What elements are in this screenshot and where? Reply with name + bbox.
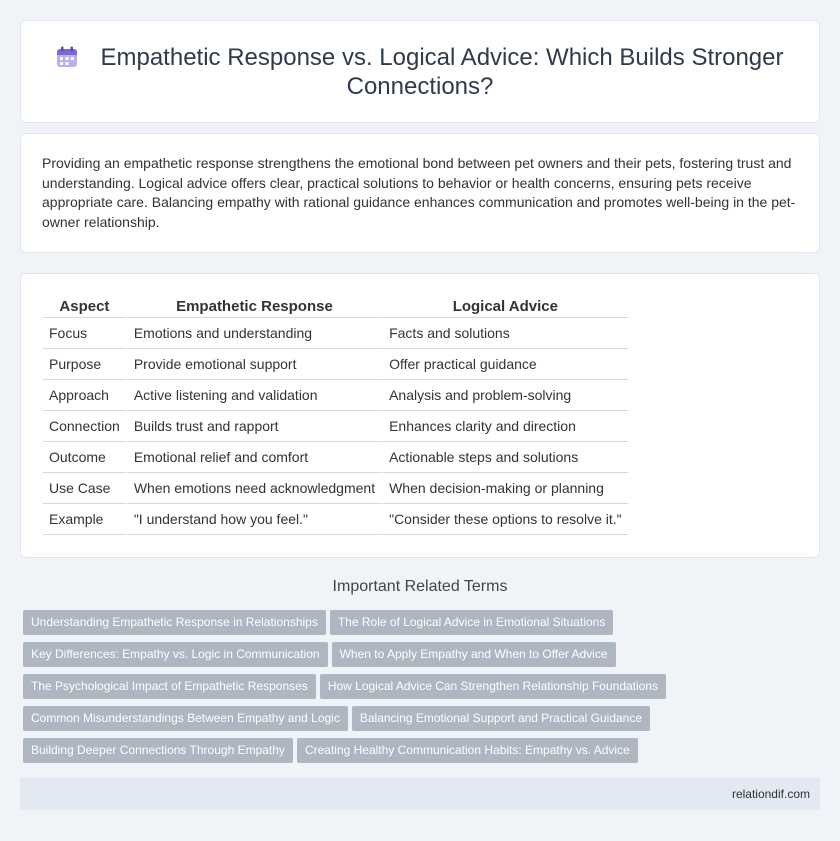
table-cell: Approach bbox=[43, 380, 126, 411]
related-terms-list bbox=[23, 610, 813, 770]
table-row bbox=[43, 504, 628, 535]
footer bbox=[20, 778, 820, 810]
table-cell: Use Case bbox=[43, 473, 126, 504]
calendar-icon bbox=[56, 46, 78, 68]
table-cell: Provide emotional support bbox=[126, 349, 381, 380]
table-cell: Emotions and understanding bbox=[126, 318, 381, 349]
table-cell: Actionable steps and solutions bbox=[381, 442, 628, 473]
column-header-empathetic: Empathetic Response bbox=[126, 296, 381, 318]
table-row bbox=[43, 473, 628, 504]
table-cell: Analysis and problem-solving bbox=[381, 380, 628, 411]
table-row bbox=[43, 380, 628, 411]
table-cell: Emotional relief and comfort bbox=[126, 442, 381, 473]
related-terms-heading: Important Related Terms bbox=[332, 578, 508, 595]
table-cell: "I understand how you feel." bbox=[126, 504, 381, 535]
table-cell: "Consider these options to resolve it." bbox=[381, 504, 628, 535]
table-header-row bbox=[43, 296, 628, 318]
table-cell: Builds trust and rapport bbox=[126, 411, 381, 442]
related-term-link[interactable]: Building Deeper Connections Through Empathy bbox=[23, 738, 293, 763]
table-cell: When emotions need acknowledgment bbox=[126, 473, 381, 504]
column-header-aspect: Aspect bbox=[43, 296, 126, 318]
related-term-link[interactable]: The Role of Logical Advice in Emotional Situations bbox=[330, 610, 614, 635]
header-card bbox=[20, 20, 820, 123]
related-term-link[interactable]: Understanding Empathetic Response in Relationships bbox=[23, 610, 326, 635]
table-cell: Example bbox=[43, 504, 126, 535]
tag-row bbox=[23, 738, 813, 770]
table-cell: Focus bbox=[43, 318, 126, 349]
table-cell: Active listening and validation bbox=[126, 380, 381, 411]
tag-row bbox=[23, 674, 813, 706]
related-term-link[interactable]: Creating Healthy Communication Habits: Empathy vs. Advice bbox=[297, 738, 638, 763]
comparison-card bbox=[20, 273, 820, 558]
related-term-link[interactable]: How Logical Advice Can Strengthen Relationship Foundations bbox=[320, 674, 666, 699]
table-row bbox=[43, 318, 628, 349]
table-cell: Facts and solutions bbox=[381, 318, 628, 349]
related-term-link[interactable]: Key Differences: Empathy vs. Logic in Communication bbox=[23, 642, 328, 667]
page-title-row bbox=[21, 43, 819, 101]
table-row bbox=[43, 411, 628, 442]
table-cell: Purpose bbox=[43, 349, 126, 380]
related-term-link[interactable]: Balancing Emotional Support and Practical Guidance bbox=[352, 706, 650, 731]
footer-site-link[interactable]: relationdif.com bbox=[731, 787, 810, 801]
page-title: Empathetic Response vs. Logical Advice: Which Builds Stronger Connections? bbox=[100, 44, 784, 100]
tag-row bbox=[23, 706, 813, 738]
intro-paragraph: Providing an empathetic response strengthens the emotional bond between pet owners and their pets, fostering trust and understanding. Logical advice offers clear, practical solutions to behavior or health concerns, ensuring pets receive appropriate care. Balancing empathy with rational guidance enhances communication and promotes well-being in the pet-owner relationship. bbox=[42, 155, 796, 230]
table-row bbox=[43, 442, 628, 473]
tag-row bbox=[23, 642, 813, 674]
table-cell: Outcome bbox=[43, 442, 126, 473]
related-term-link[interactable]: When to Apply Empathy and When to Offer Advice bbox=[332, 642, 616, 667]
table-cell: When decision-making or planning bbox=[381, 473, 628, 504]
table-cell: Offer practical guidance bbox=[381, 349, 628, 380]
table-row bbox=[43, 349, 628, 380]
table-cell: Enhances clarity and direction bbox=[381, 411, 628, 442]
tag-row bbox=[23, 610, 813, 642]
comparison-table bbox=[43, 296, 628, 535]
column-header-logical: Logical Advice bbox=[381, 296, 628, 318]
table-cell: Connection bbox=[43, 411, 126, 442]
related-term-link[interactable]: The Psychological Impact of Empathetic Responses bbox=[23, 674, 316, 699]
related-term-link[interactable]: Common Misunderstandings Between Empathy and Logic bbox=[23, 706, 348, 731]
intro-card bbox=[20, 133, 820, 253]
